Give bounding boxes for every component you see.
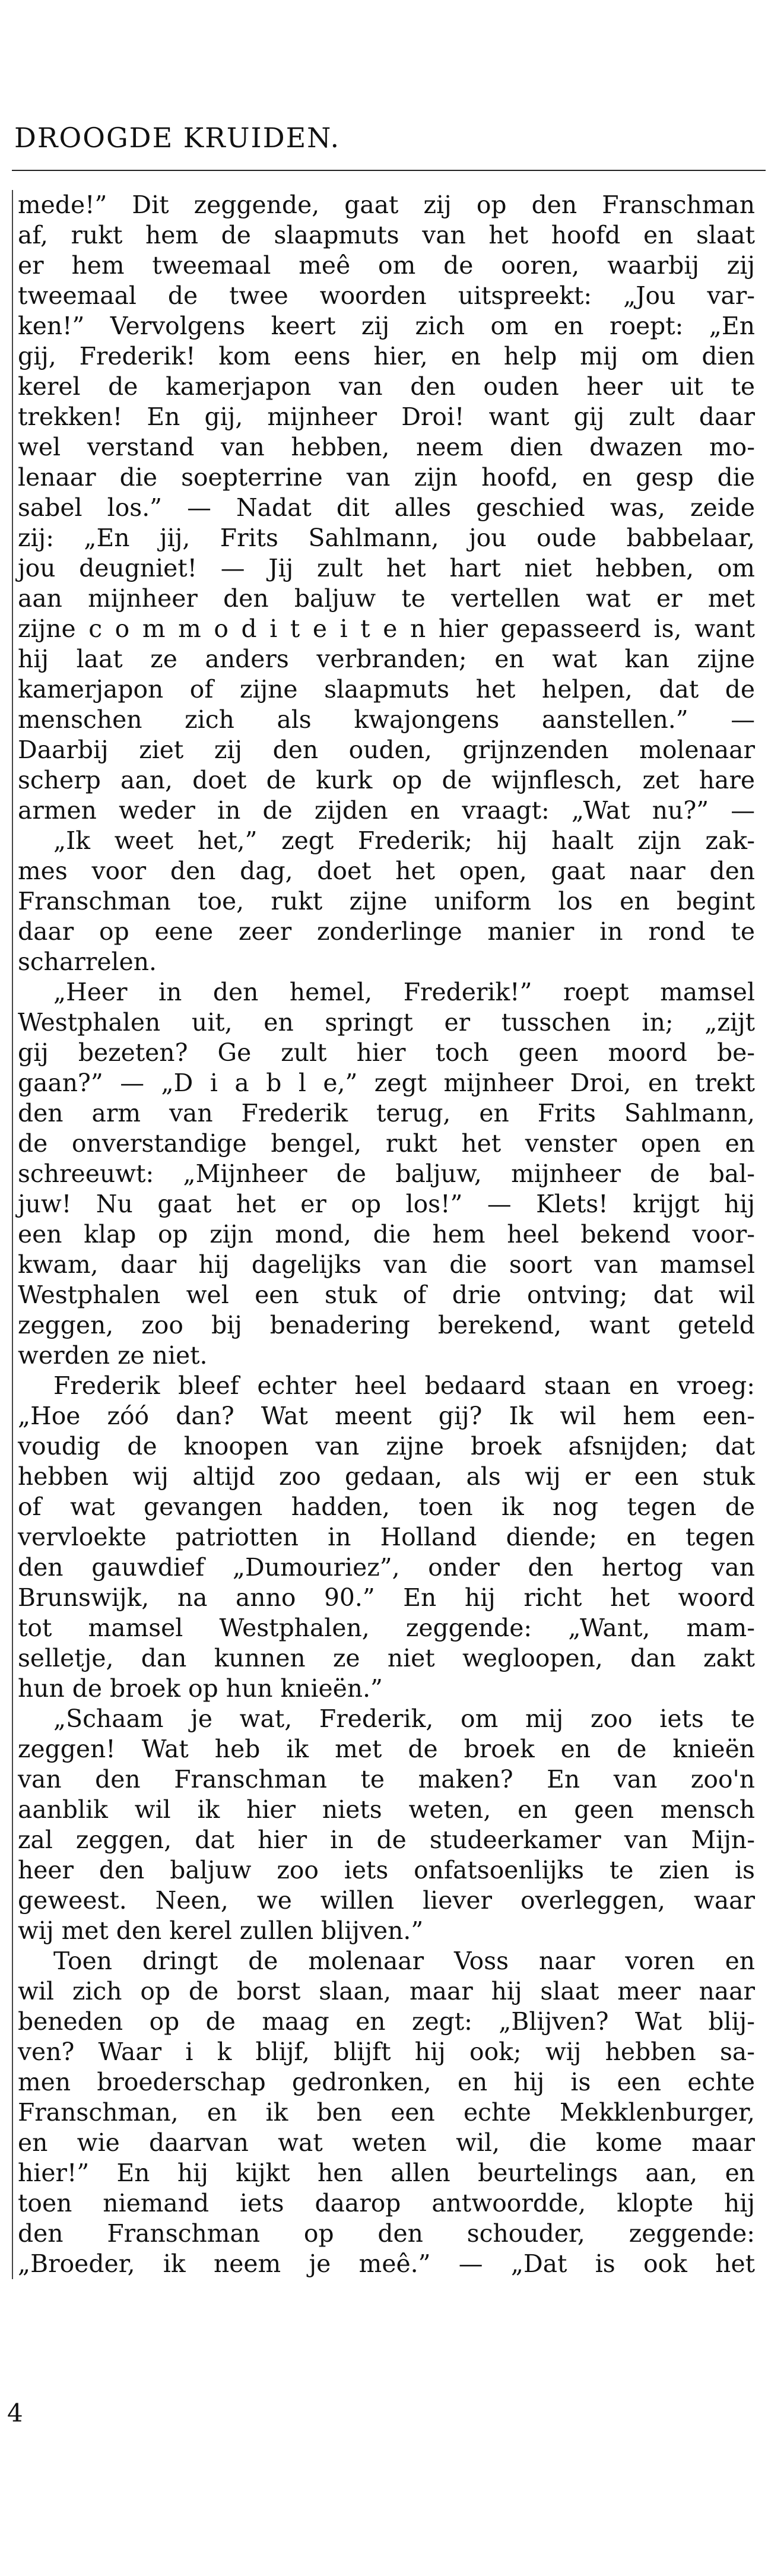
text-line: den gauwdief „Dumouriez”, onder den hertog van	[18, 1553, 755, 1582]
text-line: „Broeder, ik neem je meê.” — „Dat is ook het	[18, 2249, 755, 2278]
header-rule	[12, 170, 766, 171]
text-line: scherp aan, doet de kurk op de wijnflesch, zet hare	[18, 766, 755, 794]
text-line: juw! Nu gaat het er op los!” — Klets! krijgt hij	[18, 1190, 755, 1218]
text-line: armen weder in de zijden en vraagt: „Wat nu?” —	[18, 796, 755, 825]
text-line: hij laat ze anders verbranden; en wat kan zijne	[18, 645, 755, 673]
text-line: zij: „En jij, Frits Sahlmann, jou oude babbelaar,	[18, 524, 755, 552]
text-line: mede!” Dit zeggende, gaat zij op den Franschman	[18, 191, 755, 219]
text-line: gaan?” — „D i a b l e,” zegt mijnheer Droi, en trekt	[18, 1069, 755, 1097]
text-line: ken!” Vervolgens keert zij zich om en roept: „En	[18, 312, 755, 340]
text-line: kerel de kamerjapon van den ouden heer uit te	[18, 372, 755, 401]
text-line: Toen dringt de molenaar Voss naar voren en	[53, 1947, 755, 1975]
text-line: selletje, dan kunnen ze niet wegloopen, dan zakt	[18, 1644, 755, 1672]
text-line: hier!” En hij kijkt hen allen beurtelings aan, en	[18, 2159, 755, 2187]
text-line: gij bezeten? Ge zult hier toch geen moord be-	[18, 1038, 755, 1067]
text-line: kamerjapon of zijne slaapmuts het helpen, dat de	[18, 675, 755, 704]
text-line: menschen zich als kwajongens aanstellen.” —	[18, 705, 755, 734]
text-line: „Ik weet het,” zegt Frederik; hij haalt zijn zak-	[53, 826, 755, 855]
text-line: Frederik bleef echter heel bedaard staan en vroeg:	[53, 1371, 755, 1400]
text-line: aan mijnheer den baljuw te vertellen wat er met	[18, 584, 755, 613]
text-line: trekken! En gij, mijnheer Droi! want gij zult daar	[18, 403, 755, 431]
text-line: een klap op zijn mond, die hem heel bekend voor-	[18, 1220, 755, 1249]
text-line: zal zeggen, dat hier in de studeerkamer van Mijn-	[18, 1826, 755, 1854]
text-line: en wie daarvan wat weten wil, die kome maar	[18, 2128, 755, 2157]
text-line: „Hoe zóó dan? Wat meent gij? Ik wil hem een-	[18, 1402, 755, 1430]
text-line: den arm van Frederik terug, en Frits Sahlmann,	[18, 1099, 755, 1127]
text-line: Brunswijk, na anno 90.” En hij richt het woord	[18, 1583, 755, 1612]
text-line: af, rukt hem de slaapmuts van het hoofd en slaat	[18, 221, 755, 249]
text-line: Franschman, en ik ben een echte Mekklenburger,	[18, 2098, 755, 2127]
running-title: DROOGDE KRUIDEN.	[14, 122, 341, 154]
text-line: heer den baljuw zoo iets onfatsoenlijks te zien is	[18, 1856, 755, 1884]
text-line: Westphalen wel een stuk of drie ontving; dat wil	[18, 1281, 755, 1309]
text-line: toen niemand iets daarop antwoordde, klopte hij	[18, 2189, 755, 2217]
text-line: er hem tweemaal meê om de ooren, waarbij zij	[18, 251, 755, 280]
text-line: werden ze niet.	[18, 1341, 208, 1370]
text-line: „Schaam je wat, Frederik, om mij zoo iets te	[53, 1704, 755, 1733]
text-line: de onverstandige bengel, rukt het venster open en	[18, 1129, 755, 1158]
text-line: vervloekte patriotten in Holland diende; en tegen	[18, 1523, 755, 1551]
text-line: men broederschap gedronken, en hij is een echte	[18, 2068, 755, 2096]
text-line: beneden op de maag en zegt: „Blijven? Wat blij-	[18, 2007, 755, 2036]
text-line: aanblik wil ik hier niets weten, en geen mensch	[18, 1795, 755, 1824]
text-line: wij met den kerel zullen blijven.”	[18, 1916, 424, 1945]
text-line: sabel los.” — Nadat dit alles geschied was, zeide	[18, 493, 755, 522]
text-line: jou deugniet! — Jij zult het hart niet hebben, om	[18, 554, 755, 582]
text-line: mes voor den dag, doet het open, gaat naar den	[18, 857, 755, 885]
text-line: daar op eene zeer zonderlinge manier in rond te	[18, 917, 755, 946]
text-line: wil zich op de borst slaan, maar hij slaat meer naar	[18, 1977, 755, 2005]
text-line: Daarbij ziet zij den ouden, grijnzenden molenaar	[18, 736, 755, 764]
text-line: zeggen! Wat heb ik met de broek en de knieën	[18, 1735, 755, 1763]
text-line: hun de broek op hun knieën.”	[18, 1674, 383, 1703]
text-line: geweest. Neen, we willen liever overleggen, waar	[18, 1886, 755, 1915]
text-line: hebben wij altijd zoo gedaan, als wij er een stuk	[18, 1462, 755, 1491]
text-line: schreeuwt: „Mijnheer de baljuw, mijnheer de bal-	[18, 1159, 755, 1188]
text-line: wel verstand van hebben, neem dien dwazen mo-	[18, 433, 755, 461]
text-line: zeggen, zoo bij benadering berekend, want geteld	[18, 1311, 755, 1339]
text-line: kwam, daar hij dagelijks van die soort van mamsel	[18, 1250, 755, 1279]
text-line: tot mamsel Westphalen, zeggende: „Want, mam-	[18, 1614, 755, 1642]
text-line: Westphalen uit, en springt er tusschen in; „zijt	[18, 1008, 755, 1037]
text-line: ven? Waar i k blijf, blijft hij ook; wij hebben sa-	[18, 2038, 755, 2066]
text-column	[12, 190, 755, 2279]
text-line: of wat gevangen hadden, toen ik nog tegen de	[18, 1493, 755, 1521]
page-number: 4	[7, 2398, 23, 2428]
text-line: lenaar die soepterrine van zijn hoofd, en gesp die	[18, 463, 755, 492]
text-line: tweemaal de twee woorden uitspreekt: „Jou var-	[18, 281, 755, 310]
text-line: van den Franschman te maken? En van zoo'n	[18, 1765, 755, 1794]
text-line: Franschman toe, rukt zijne uniform los en begint	[18, 887, 755, 915]
text-line: voudig de knoopen van zijne broek afsnijden; dat	[18, 1432, 755, 1460]
text-line: den Franschman op den schouder, zeggende:	[18, 2219, 755, 2248]
text-line: scharrelen.	[18, 948, 157, 976]
text-line: gij, Frederik! kom eens hier, en help mij om dien	[18, 342, 755, 370]
text-line: zijne c o m m o d i t e i t e n hier gepasseerd is, want	[18, 614, 755, 643]
text-line: „Heer in den hemel, Frederik!” roept mamsel	[53, 978, 755, 1006]
